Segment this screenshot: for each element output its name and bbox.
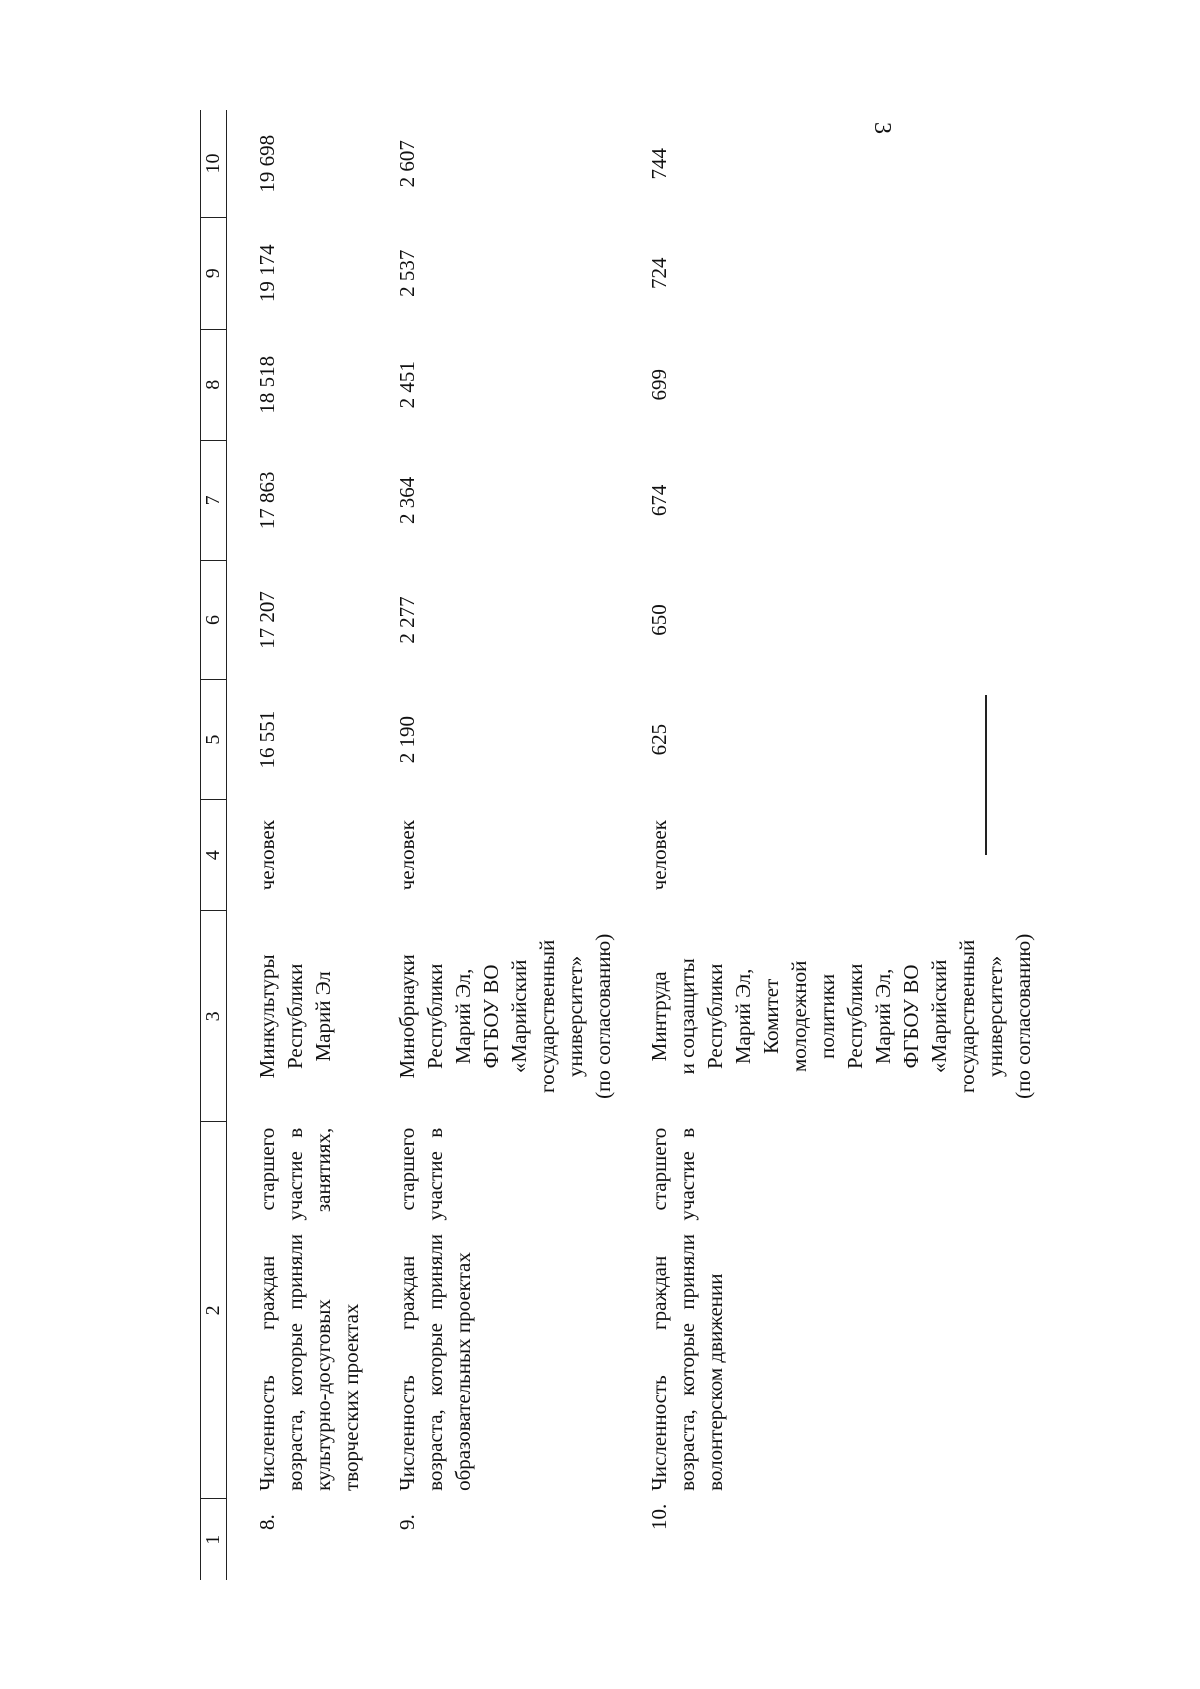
value-cell: 625: [647, 723, 671, 756]
row-number: 10.: [647, 1503, 671, 1530]
value-cell: 19 698: [255, 134, 279, 193]
value-cell: 17 863: [255, 471, 279, 530]
col-header: 6: [201, 560, 227, 680]
rotated-table-container: [200, 110, 1035, 1580]
value-cell: 674: [647, 484, 671, 517]
responsible-cell: Минобрнауки Республики Марий Эл, ФГБОУ ВО «Марийский государственный университет» (по согласованию): [395, 933, 615, 1099]
table-row: [253, 110, 365, 1580]
row-number: 8.: [255, 1514, 279, 1530]
value-cell: 2 277: [395, 596, 419, 644]
unit-cell: человек: [255, 820, 279, 891]
value-cell: 2 190: [395, 715, 419, 764]
value-cell: 2 607: [395, 140, 419, 188]
unit-cell: человек: [395, 820, 419, 891]
table-row: [393, 110, 617, 1580]
data-table: [200, 110, 1037, 1580]
value-cell: 724: [647, 257, 671, 290]
value-cell: 2 451: [395, 361, 419, 409]
value-cell: 744: [647, 148, 671, 180]
table-row: [645, 110, 1037, 1580]
col-header: 8: [201, 329, 227, 441]
value-cell: 19 174: [255, 244, 279, 303]
col-header: 5: [201, 680, 227, 800]
indicator-cell: Численность граждан старшего возраста, которые приняли участие в культурно-досуговых занятиях, творческих проектах: [255, 1127, 363, 1491]
col-header: 10: [201, 110, 227, 218]
col-header: 1: [201, 1499, 227, 1580]
value-cell: 16 551: [255, 710, 279, 769]
col-header: 4: [201, 799, 227, 911]
row-number: 9.: [395, 1514, 419, 1530]
col-header: 3: [201, 911, 227, 1122]
value-cell: 2 537: [395, 249, 419, 297]
value-cell: 17 207: [255, 591, 279, 649]
end-separator-line: [985, 695, 987, 855]
header-row: [201, 110, 227, 1580]
indicator-cell: Численность граждан старшего возраста, которые приняли участие в волонтерском движении: [647, 1127, 727, 1491]
col-header: 7: [201, 441, 227, 561]
col-header: 9: [201, 218, 227, 330]
indicator-cell: Численность граждан старшего возраста, которые приняли участие в образовательных проектах: [395, 1127, 475, 1491]
responsible-cell: Минтруда и соцзащиты Республики Марий Эл, Комитет молодежной политики Республики Марий Эл, ФГБОУ ВО «Марийский государственный университет» (по согласованию): [647, 933, 1035, 1099]
value-cell: 650: [647, 604, 671, 636]
responsible-cell: Минкультуры Республики Марий Эл: [255, 954, 335, 1079]
unit-cell: человек: [647, 820, 671, 891]
page-number: 3: [869, 122, 895, 134]
col-header: 2: [201, 1122, 227, 1499]
value-cell: 18 518: [255, 355, 279, 414]
value-cell: 2 364: [395, 476, 419, 524]
value-cell: 699: [647, 369, 671, 401]
